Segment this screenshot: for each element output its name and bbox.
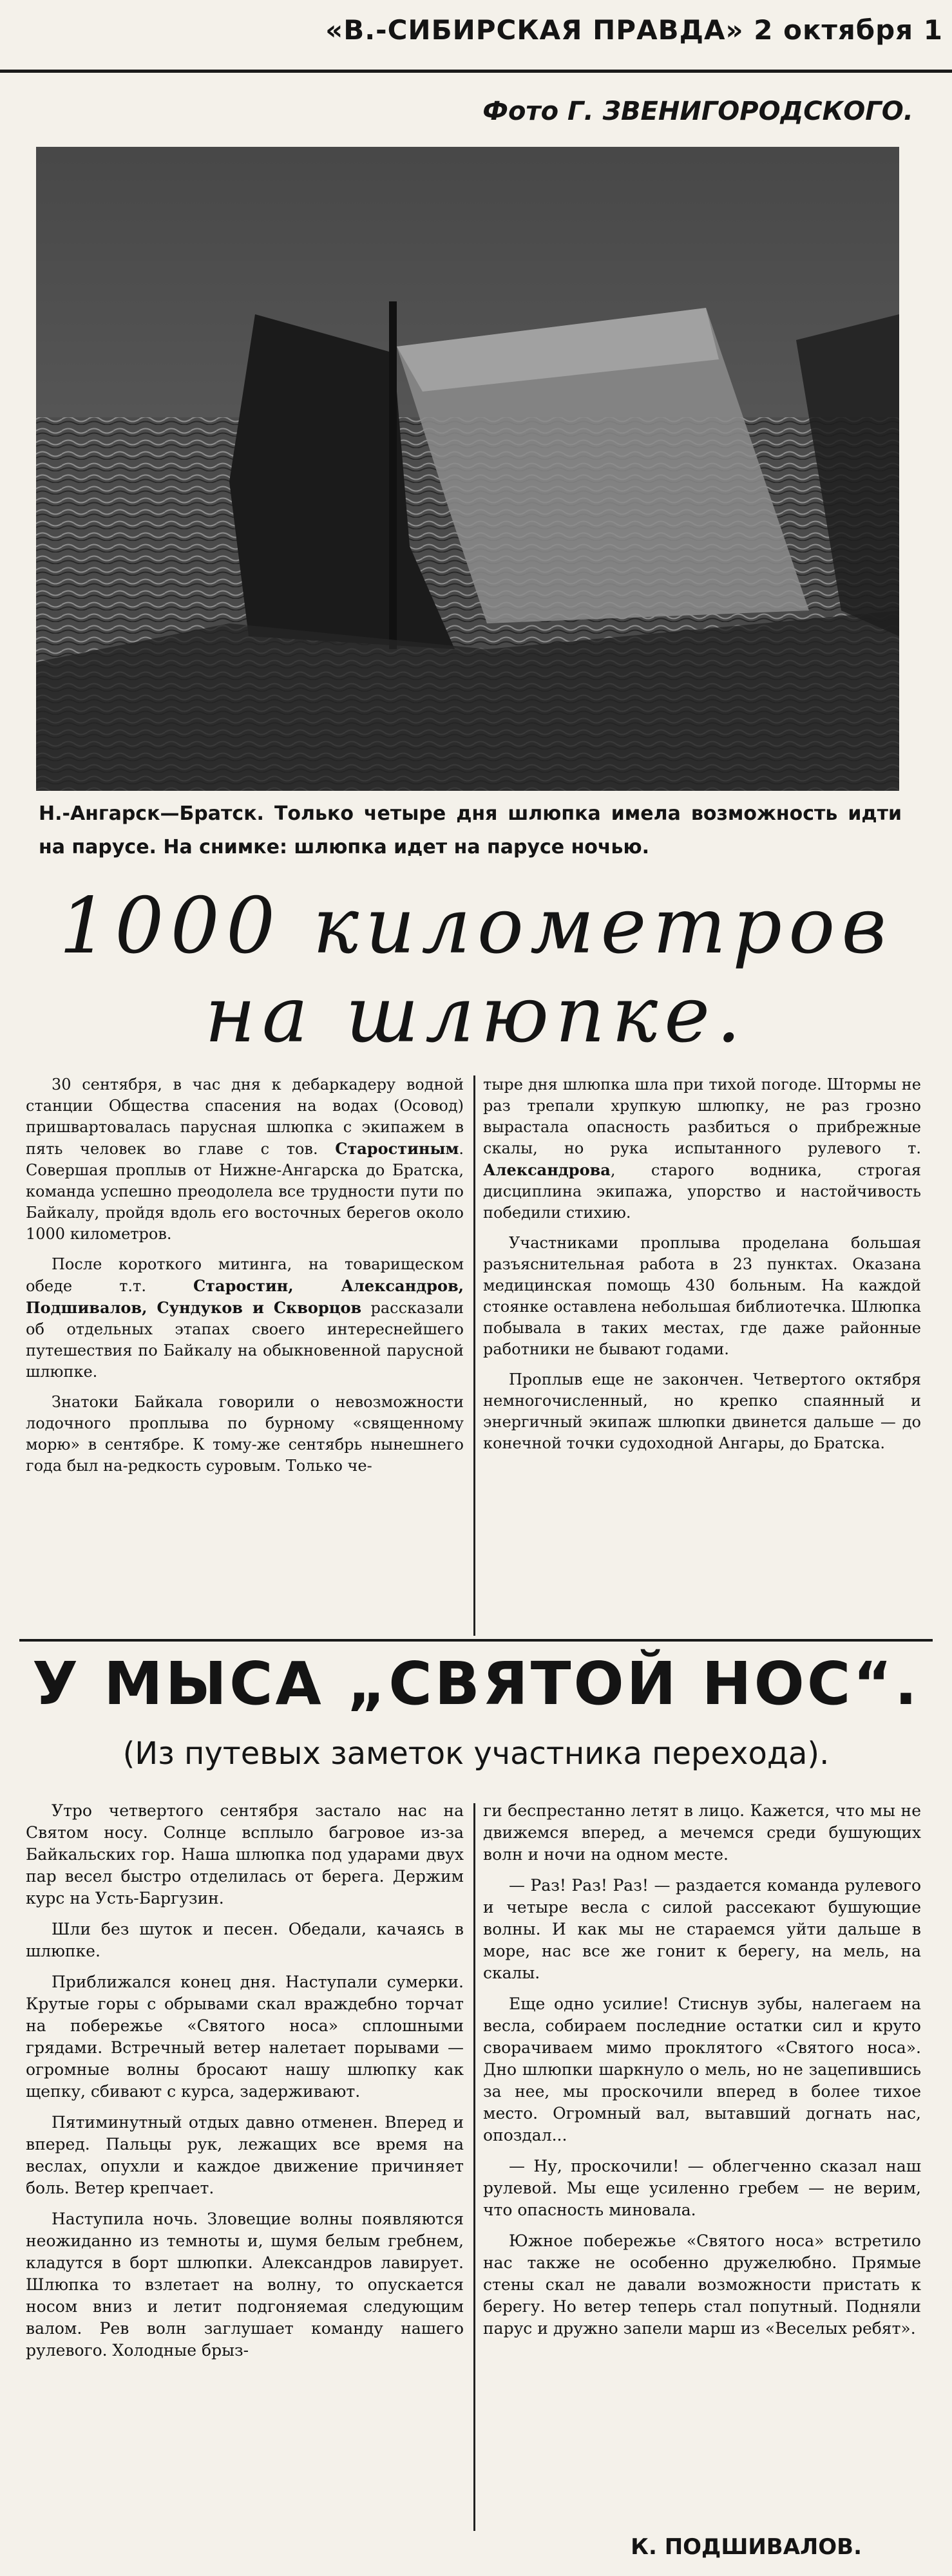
- paragraph: Утро четвертого сентября застало нас на Святом носу. Солнце всплыло багровое из-за Байкальских гор. Наша шлюпка под ударами двух пар весел быстро отделилась от берега. Держим курс на Усть-Баргузин.: [26, 1801, 464, 1908]
- boat-sail-photo-image: [36, 147, 899, 791]
- article-2-title: У МЫСА „СВЯТОЙ НОС“.: [32, 1649, 920, 1718]
- paragraph: Южное побережье «Святого носа» встретило нас также не особенно дружелюбно. Прямые стены скал не давали возможности пристать к берегу. Но ветер теперь стал попутный. Подняли парус и дружно запели марш из «Веселых ребят».: [483, 2231, 921, 2338]
- article-1-column-1: [26, 1074, 464, 1486]
- article-1-title: 1000 километров на шлюпке.: [59, 882, 893, 1060]
- paragraph: — Раз! Раз! Раз! — раздается команда рулевого и четыре весла с силой рассекают бушующие волны. И как мы не стараемся уйти дальше в море, нас все же гонит к берегу, на мель, на скалы.: [483, 1876, 921, 1982]
- name-aleksandrov: Александрова: [483, 1160, 611, 1179]
- paragraph: Приближался конец дня. Наступали сумерки. Крутые горы с обрывами скал враждебно торчат на побережье «Святого носа» сплошными грядами. Встречный ветер налетает порывами — огромные волны бросают нашу шлюпку как щепку, сбивают с курса, задерживают.: [26, 1973, 464, 2101]
- newspaper-header: [0, 0, 952, 73]
- article-1-column-2: [483, 1074, 921, 1463]
- paragraph: Еще одно усилие! Стиснув зубы, налегаем на весла, собираем последние остатки сил и круто сворачиваем мимо проклятого «Святого носа». Дно шлюпки шаркнуло о мель, но не зацепившись за нее, мы проскочили вперед в более тихое место. Огромный вал, вытавший догнать нас, опоздал...: [483, 1994, 921, 2145]
- paragraph: Наступила ночь. Зловещие волны появляются неожиданно из темноты и, шумя белым гребнем, кладутся в борт шлюпки. Александров лавирует. Шлюпка то взлетает на волну, то опускается носом вниз и летит подгоняемая следующим валом. Рев волн заглушает команду нашего рулевого. Холодные брыз-: [26, 2210, 464, 2360]
- author-signature: К. ПОДШИВАЛОВ.: [631, 2534, 862, 2560]
- paragraph: Шли без шуток и песен. Обедали, качаясь в шлюпке.: [26, 1920, 464, 1960]
- column-divider: [473, 1803, 475, 2531]
- paragraph: Пятиминутный отдых давно отменен. Вперед и вперед. Пальцы рук, лежащих все время на веслах, опухли и каждое движение причиняет боль. Ветер крепчает.: [26, 2113, 464, 2197]
- column-divider: [473, 1075, 475, 1636]
- section-divider: [19, 1639, 933, 1642]
- photo: [36, 147, 899, 791]
- paragraph: После короткого митинга, на товарищеском обеде т.т. Старостин, Александров, Подшивалов, Сундуков и Скворцов рассказали об отдельных этапах своего интереснейшего путешествия по Байкалу на обыкновенной парусной шлюпке.: [26, 1255, 464, 1381]
- article-2-subtitle: (Из путевых заметок участника перехода).: [122, 1736, 830, 1772]
- paragraph: ги беспрестанно летят в лицо. Кажется, что мы не движемся вперед, а мечемся среди бушующих волн и ночи на одном месте.: [483, 1801, 921, 1864]
- photo-caption: Н.-Ангарск—Братск. Только четыре дня шлюпка имела возможность идти на парусе. На снимке: шлюпка идет на парусе ночью.: [39, 802, 902, 858]
- article-2-column-2: [483, 1800, 921, 2349]
- paragraph: Знатоки Байкала говорили о невозможности лодочного проплыва по бурному «священному морю» в сентябре. К тому-же сентябрь нынешнего года был на-редкость суровым. Только че-: [26, 1393, 464, 1475]
- paragraph: Участниками проплыва проделана большая разъяснительная работа в 23 пунктах. Оказана медицинская помощь 430 больным. На каждой стоянке оставлена небольшая библиотечка. Шлюпка побывала в таких местах, где даже районные работники не бывают годами.: [483, 1234, 921, 1358]
- paragraph: — Ну, проскочили! — облегченно сказал наш рулевой. Мы еще усиленно гребем — не верим, что опасность миновала.: [483, 2157, 921, 2219]
- header-title: «В.-СИБИРСКАЯ ПРАВДА» 2 октября 1: [325, 14, 943, 46]
- photo-credit: Фото Г. ЗВЕНИГОРОДСКОГО.: [482, 97, 913, 126]
- paragraph: Проплыв еще не закончен. Четвертого октября немногочисленный, но крепко спаянный и энергичный экипаж шлюпки двинется дальше — до конечной точки судоходной Ангары, до Братска.: [483, 1370, 921, 1452]
- crew-names: Старостин, Александров, Подшивалов, Сундуков и Скворцов: [26, 1276, 464, 1317]
- name-starostin: Старостиным: [335, 1139, 459, 1158]
- paragraph: тыре дня шлюпка шла при тихой погоде. Штормы не раз трепали хрупкую шлюпку, не раз грозно вырастала опасность разбиться о прибрежные скалы, но рука испытанного рулевого т. Александрова, старого водника, строгая дисциплина экипажа, упорство и настойчивость победили стихию.: [483, 1075, 921, 1222]
- paragraph: 30 сентября, в час дня к дебаркадеру водной станции Общества спасения на водах (Осовод) пришвартовалась парусная шлюпка с экипажем в пять человек во главе с тов. Старостиным. Совершая проплыв от Нижне-Ангарска до Братска, команда успешно преодолела все трудности пути по Байкалу, пройдя вдоль его восточных берегов около 1000 километров.: [26, 1075, 464, 1243]
- article-2-column-1: [26, 1800, 464, 2371]
